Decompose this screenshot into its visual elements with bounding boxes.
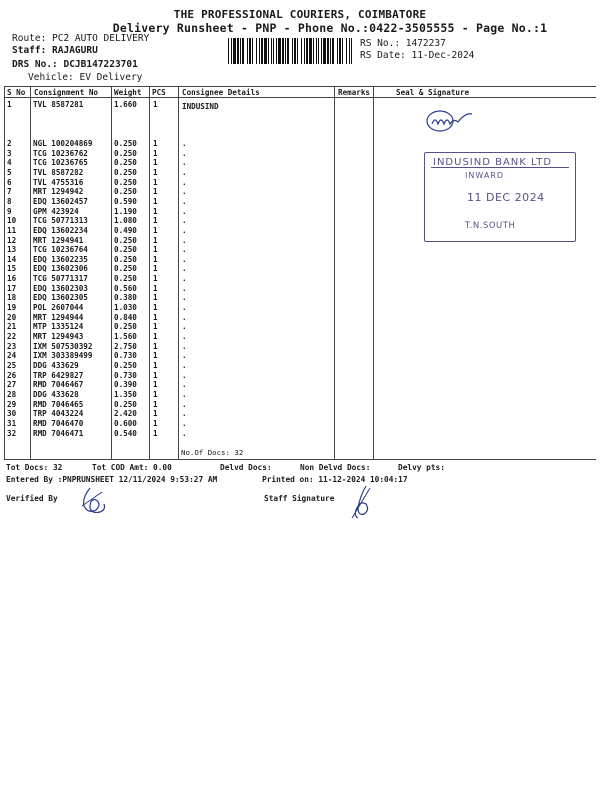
cell-sno: 26 bbox=[7, 370, 17, 380]
cell-pcs: 1 bbox=[153, 158, 158, 168]
col-sno-header: S No bbox=[7, 88, 26, 97]
cell-weight: 0.600 bbox=[114, 418, 137, 428]
barcode-bar bbox=[342, 38, 343, 64]
drs-number: DRS No.: DCJB147223701 bbox=[12, 59, 138, 70]
cell-pcs: 1 bbox=[153, 303, 158, 313]
barcode-bar bbox=[327, 38, 329, 64]
cell-sno: 1 bbox=[7, 100, 12, 109]
cell-consignment: GPM 423924 bbox=[33, 206, 79, 216]
cell-consignee: . bbox=[182, 380, 187, 390]
barcode-bar bbox=[231, 38, 232, 64]
cell-weight: 0.730 bbox=[114, 351, 137, 361]
barcode-bar bbox=[313, 38, 314, 64]
cell-pcs: 1 bbox=[153, 148, 158, 158]
cell-consignment: RMD 7046471 bbox=[33, 428, 84, 438]
barcode bbox=[228, 38, 352, 64]
table-top-rule bbox=[4, 86, 596, 87]
cell-consignment: TCG 50771313 bbox=[33, 216, 88, 226]
cell-consignee: . bbox=[182, 303, 187, 313]
cell-consignment: EDQ 13602305 bbox=[33, 293, 88, 303]
cell-pcs: 1 bbox=[153, 167, 158, 177]
barcode-bar bbox=[330, 38, 331, 64]
cell-consignee: . bbox=[182, 158, 187, 168]
barcode-bar bbox=[323, 38, 326, 64]
cell-weight: 0.250 bbox=[114, 139, 137, 148]
table-row bbox=[0, 351, 600, 360]
cell-sno: 16 bbox=[7, 274, 17, 284]
cell-consignment: EDQ 13602235 bbox=[33, 254, 88, 264]
cell-weight: 0.250 bbox=[114, 399, 137, 409]
cell-consignment: EDQ 13602306 bbox=[33, 264, 88, 274]
barcode-bar bbox=[256, 38, 257, 64]
table-header-rule bbox=[4, 97, 596, 98]
cell-pcs: 1 bbox=[153, 322, 158, 332]
no-of-docs: No.Of Docs: 32 bbox=[181, 448, 244, 457]
cell-pcs: 1 bbox=[153, 206, 158, 216]
cell-consignment: TVL 8587282 bbox=[33, 167, 84, 177]
cell-consignee: . bbox=[182, 293, 187, 303]
table-row bbox=[0, 274, 600, 283]
barcode-bar bbox=[237, 38, 239, 64]
cell-weight: 1.080 bbox=[114, 216, 137, 226]
cell-weight: 0.250 bbox=[114, 254, 137, 264]
cell-weight: 0.250 bbox=[114, 148, 137, 158]
delivery-points: Delvy pts: bbox=[398, 463, 445, 472]
table-row bbox=[0, 293, 600, 302]
barcode-bar bbox=[351, 38, 352, 64]
cell-consignment: MTP 1335124 bbox=[33, 322, 84, 332]
cell-sno: 2 bbox=[7, 139, 12, 148]
cell-sno: 19 bbox=[7, 303, 17, 313]
cell-consignee: . bbox=[182, 389, 187, 399]
cell-consignee: . bbox=[182, 370, 187, 380]
bank-inward-stamp bbox=[424, 152, 576, 242]
company-title: THE PROFESSIONAL COURIERS, COIMBATORE bbox=[173, 8, 427, 21]
stamp-place: T.N.SOUTH bbox=[465, 221, 516, 231]
cell-weight: 0.250 bbox=[114, 264, 137, 274]
cell-consignment: MRT 1294941 bbox=[33, 235, 84, 245]
cell-weight: 0.380 bbox=[114, 293, 137, 303]
barcode-bar bbox=[249, 38, 251, 64]
col-weight-header: Weight bbox=[114, 88, 142, 97]
cell-sno: 21 bbox=[7, 322, 17, 332]
barcode-bar bbox=[285, 38, 286, 64]
cell-consignee: . bbox=[182, 322, 187, 332]
cell-pcs: 1 bbox=[153, 283, 158, 293]
verified-by-label: Verified By bbox=[6, 494, 58, 503]
table-row bbox=[0, 390, 600, 399]
cell-consignment: TRP 6429827 bbox=[33, 370, 84, 380]
cell-weight: 0.540 bbox=[114, 428, 137, 438]
cell-sno: 11 bbox=[7, 225, 17, 235]
cell-pcs: 1 bbox=[153, 380, 158, 390]
verifier-signature bbox=[76, 484, 110, 518]
cell-consignment: TVL 4755316 bbox=[33, 177, 84, 187]
table-row bbox=[0, 342, 600, 351]
col-remarks-header: Remarks bbox=[338, 88, 371, 97]
total-docs: Tot Docs: 32 bbox=[6, 463, 63, 472]
cell-sno: 15 bbox=[7, 264, 17, 274]
rs-date: RS Date: 11-Dec-2024 bbox=[360, 50, 475, 61]
cell-sno: 24 bbox=[7, 351, 17, 361]
stamp-divider bbox=[431, 167, 569, 168]
cell-pcs: 1 bbox=[153, 312, 158, 322]
cell-consignee: . bbox=[182, 225, 187, 235]
col-pcs-header: PCS bbox=[152, 88, 166, 97]
cell-sno: 30 bbox=[7, 409, 17, 419]
cell-sno: 31 bbox=[7, 418, 17, 428]
cell-weight: 1.030 bbox=[114, 303, 137, 313]
barcode-bar bbox=[306, 38, 308, 64]
barcode-bar bbox=[339, 38, 341, 64]
cell-weight: 0.590 bbox=[114, 196, 137, 206]
table-row bbox=[0, 245, 600, 254]
cell-sno: 7 bbox=[7, 187, 12, 197]
cell-weight: 0.730 bbox=[114, 370, 137, 380]
table-row bbox=[0, 429, 600, 438]
table-row bbox=[0, 380, 600, 389]
barcode-bar bbox=[349, 38, 350, 64]
barcode-bar bbox=[332, 38, 334, 64]
cell-sno: 3 bbox=[7, 148, 12, 158]
cell-sno: 6 bbox=[7, 177, 12, 187]
cell-sno: 27 bbox=[7, 380, 17, 390]
barcode-bar bbox=[228, 38, 229, 64]
table-bottom-rule bbox=[4, 459, 596, 460]
cell-pcs: 1 bbox=[153, 245, 158, 255]
barcode-bar bbox=[247, 38, 248, 64]
barcode-bar bbox=[261, 38, 263, 64]
cell-consignee: . bbox=[182, 167, 187, 177]
cell-pcs: 1 bbox=[153, 360, 158, 370]
cell-consignment: RMD 7046465 bbox=[33, 399, 84, 409]
cell-consignment: TCG 10236764 bbox=[33, 245, 88, 255]
cell-sno: 25 bbox=[7, 360, 17, 370]
consignee-name: INDUSIND bbox=[182, 102, 219, 111]
cell-sno: 9 bbox=[7, 206, 12, 216]
col-consignee-header: Consignee Details bbox=[182, 88, 260, 97]
barcode-bar bbox=[242, 38, 244, 64]
cell-consignee: . bbox=[182, 283, 187, 293]
cell-consignment: DDG 433629 bbox=[33, 360, 79, 370]
cell-weight: 2.750 bbox=[114, 341, 137, 351]
cell-pcs: 1 bbox=[153, 100, 158, 109]
stamp-date: 11 DEC 2024 bbox=[467, 191, 545, 204]
barcode-bar bbox=[318, 38, 319, 64]
table-row bbox=[0, 139, 600, 148]
cell-consignee: . bbox=[182, 245, 187, 255]
barcode-bar bbox=[282, 38, 284, 64]
cell-weight: 2.420 bbox=[114, 409, 137, 419]
runsheet-subtitle: Delivery Runsheet - PNP - Phone No.:0422-3505555 - Page No.:1 bbox=[112, 21, 548, 35]
route-label: Route: PC2 AUTO DELIVERY bbox=[12, 33, 150, 44]
cell-consignment: TCG 50771317 bbox=[33, 274, 88, 284]
cell-sno: 18 bbox=[7, 293, 17, 303]
cell-consignee: . bbox=[182, 312, 187, 322]
cell-pcs: 1 bbox=[153, 418, 158, 428]
cell-pcs: 1 bbox=[153, 264, 158, 274]
barcode-bar bbox=[271, 38, 272, 64]
cell-pcs: 1 bbox=[153, 274, 158, 284]
cell-pcs: 1 bbox=[153, 399, 158, 409]
cell-consignee: . bbox=[182, 428, 187, 438]
cell-pcs: 1 bbox=[153, 235, 158, 245]
barcode-bar bbox=[309, 38, 312, 64]
cell-pcs: 1 bbox=[153, 428, 158, 438]
cell-consignee: . bbox=[182, 216, 187, 226]
cell-pcs: 1 bbox=[153, 225, 158, 235]
cell-pcs: 1 bbox=[153, 341, 158, 351]
cell-pcs: 1 bbox=[153, 187, 158, 197]
cell-weight: 0.250 bbox=[114, 274, 137, 284]
barcode-bar bbox=[233, 38, 236, 64]
staff-signature bbox=[348, 484, 378, 520]
barcode-bar bbox=[316, 38, 317, 64]
table-row bbox=[0, 313, 600, 322]
cell-consignment: TCG 10236762 bbox=[33, 148, 88, 158]
cell-weight: 0.490 bbox=[114, 225, 137, 235]
table-row bbox=[0, 371, 600, 380]
cell-sno: 4 bbox=[7, 158, 12, 168]
cell-weight: 0.250 bbox=[114, 245, 137, 255]
barcode-bar bbox=[273, 38, 274, 64]
barcode-bar bbox=[297, 38, 298, 64]
cell-pcs: 1 bbox=[153, 254, 158, 264]
barcode-bar bbox=[346, 38, 347, 64]
cell-consignment: MRT 1294942 bbox=[33, 187, 84, 197]
cell-sno: 28 bbox=[7, 389, 17, 399]
cell-weight: 0.250 bbox=[114, 177, 137, 187]
cell-consignee: . bbox=[182, 206, 187, 216]
cell-weight: 1.560 bbox=[114, 332, 137, 341]
barcode-bar bbox=[304, 38, 305, 64]
cell-sno: 32 bbox=[7, 428, 17, 438]
cell-consignee: . bbox=[182, 274, 187, 284]
rs-number: RS No.: 1472237 bbox=[360, 38, 446, 49]
cell-consignee: . bbox=[182, 399, 187, 409]
cell-weight: 0.250 bbox=[114, 158, 137, 168]
cell-weight: 0.560 bbox=[114, 283, 137, 293]
cell-consignment: TRP 4043224 bbox=[33, 409, 84, 419]
cell-consignment: EDQ 13602234 bbox=[33, 225, 88, 235]
cell-sno: 29 bbox=[7, 399, 17, 409]
cell-sno: 10 bbox=[7, 216, 17, 226]
barcode-bar bbox=[276, 38, 277, 64]
cell-consignee: . bbox=[182, 264, 187, 274]
cell-consignee: . bbox=[182, 187, 187, 197]
barcode-bar bbox=[294, 38, 296, 64]
table-row bbox=[0, 264, 600, 273]
cell-consignee: . bbox=[182, 418, 187, 428]
cell-sno: 8 bbox=[7, 196, 12, 206]
cell-consignment: TVL 8587281 bbox=[33, 100, 84, 109]
cell-consignment: IXM 303389499 bbox=[33, 351, 93, 361]
delivered-docs: Delvd Docs: bbox=[220, 463, 272, 472]
table-row bbox=[0, 255, 600, 264]
table-row bbox=[0, 409, 600, 418]
col-consignment-header: Consignment No bbox=[34, 88, 99, 97]
cell-sno: 12 bbox=[7, 235, 17, 245]
barcode-bar bbox=[337, 38, 338, 64]
barcode-bar bbox=[287, 38, 289, 64]
cell-pcs: 1 bbox=[153, 389, 158, 399]
cell-pcs: 1 bbox=[153, 332, 158, 341]
cell-consignment: DDG 433628 bbox=[33, 389, 79, 399]
barcode-bar bbox=[264, 38, 267, 64]
cell-sno: 17 bbox=[7, 283, 17, 293]
cell-weight: 0.840 bbox=[114, 312, 137, 322]
table-row bbox=[0, 419, 600, 428]
cell-consignment: RMD 7046467 bbox=[33, 380, 84, 390]
table-row bbox=[0, 361, 600, 370]
cell-sno: 22 bbox=[7, 332, 17, 341]
cell-weight: 0.390 bbox=[114, 380, 137, 390]
cell-consignee: . bbox=[182, 409, 187, 419]
cell-consignment: POL 2607044 bbox=[33, 303, 84, 313]
cell-consignment: EDQ 13602303 bbox=[33, 283, 88, 293]
cell-consignment: EDQ 13602457 bbox=[33, 196, 88, 206]
cell-weight: 0.250 bbox=[114, 235, 137, 245]
staff-signature-label: Staff Signature bbox=[264, 494, 335, 503]
barcode-bar bbox=[268, 38, 269, 64]
col-seal-header: Seal & Signature bbox=[396, 88, 470, 97]
cell-weight: 0.250 bbox=[114, 167, 137, 177]
barcode-bar bbox=[240, 38, 241, 64]
barcode-bar bbox=[301, 38, 302, 64]
cell-consignee: . bbox=[182, 148, 187, 158]
table-row bbox=[0, 400, 600, 409]
cell-pcs: 1 bbox=[153, 139, 158, 148]
cell-consignee: . bbox=[182, 139, 187, 148]
cell-consignment: RMD 7046470 bbox=[33, 418, 84, 428]
cell-pcs: 1 bbox=[153, 409, 158, 419]
cell-consignment: TCG 10236765 bbox=[33, 158, 88, 168]
non-delivered-docs: Non Delvd Docs: bbox=[300, 463, 371, 472]
cell-consignee: . bbox=[182, 351, 187, 361]
cell-pcs: 1 bbox=[153, 196, 158, 206]
cell-sno: 23 bbox=[7, 341, 17, 351]
cell-pcs: 1 bbox=[153, 351, 158, 361]
cell-consignee: . bbox=[182, 235, 187, 245]
cell-consignee: . bbox=[182, 341, 187, 351]
cell-weight: 0.250 bbox=[114, 360, 137, 370]
printed-on: Printed on: 11-12-2024 10:04:17 bbox=[262, 475, 408, 484]
table-row bbox=[0, 322, 600, 331]
table-row bbox=[0, 284, 600, 293]
cell-weight: 1.190 bbox=[114, 206, 137, 216]
table-row bbox=[0, 332, 600, 341]
cell-consignment: IXM 507530392 bbox=[33, 341, 93, 351]
stamp-inward: INWARD bbox=[465, 171, 505, 180]
cell-consignee: . bbox=[182, 360, 187, 370]
receiver-signature bbox=[424, 104, 484, 136]
barcode-bar bbox=[278, 38, 281, 64]
barcode-bar bbox=[292, 38, 293, 64]
table-row bbox=[0, 303, 600, 312]
stamp-bank-name: INDUSIND BANK LTD bbox=[433, 157, 553, 168]
cell-sno: 14 bbox=[7, 254, 17, 264]
cell-sno: 5 bbox=[7, 167, 12, 177]
cell-weight: 1.350 bbox=[114, 389, 137, 399]
vehicle-label: Vehicle: EV Delivery bbox=[28, 72, 143, 83]
barcode-bar bbox=[252, 38, 253, 64]
cell-weight: 1.660 bbox=[114, 100, 137, 109]
cell-consignee: . bbox=[182, 254, 187, 264]
staff-label: Staff: RAJAGURU bbox=[12, 45, 98, 56]
cell-sno: 13 bbox=[7, 245, 17, 255]
cell-pcs: 1 bbox=[153, 293, 158, 303]
table-row bbox=[0, 100, 600, 109]
barcode-bar bbox=[321, 38, 322, 64]
cell-consignee: . bbox=[182, 177, 187, 187]
cell-weight: 0.250 bbox=[114, 322, 137, 332]
cell-consignment: MRT 1294943 bbox=[33, 332, 84, 341]
cell-pcs: 1 bbox=[153, 177, 158, 187]
barcode-bar bbox=[259, 38, 260, 64]
cell-consignment: MRT 1294944 bbox=[33, 312, 84, 322]
cell-pcs: 1 bbox=[153, 216, 158, 226]
cell-consignment: NGL 100204869 bbox=[33, 139, 93, 148]
cell-consignee: . bbox=[182, 196, 187, 206]
cell-pcs: 1 bbox=[153, 370, 158, 380]
entered-by: Entered By :PNPRUNSHEET 12/11/2024 9:53:27 AM bbox=[6, 475, 218, 484]
cell-weight: 0.250 bbox=[114, 187, 137, 197]
total-cod-amount: Tot COD Amt: 0.00 bbox=[92, 463, 172, 472]
cell-consignee: . bbox=[182, 332, 187, 341]
cell-sno: 20 bbox=[7, 312, 17, 322]
